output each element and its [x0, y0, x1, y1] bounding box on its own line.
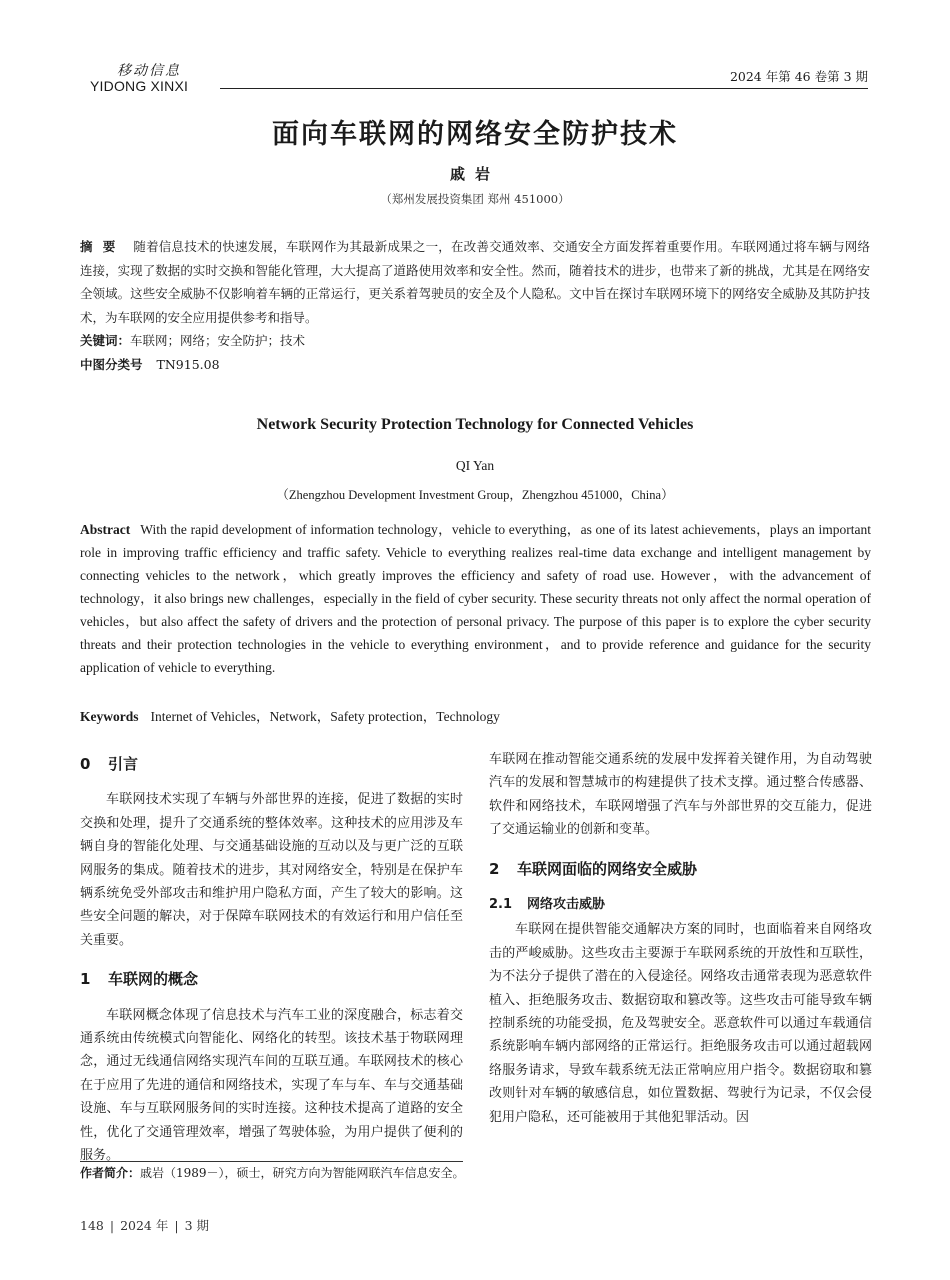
footnote-text: 戚岩（1989－），硕士，研究方向为智能网联汽车信息安全。: [140, 1166, 465, 1180]
section-title: 车联网的概念: [108, 970, 199, 989]
issue-info: 2024 年第 46 卷第 3 期: [729, 69, 868, 84]
author-footnote: [80, 1164, 465, 1181]
page-footer: 148 | 2024 年 | 3 期: [80, 1218, 210, 1233]
paragraph: 车联网在推动智能交通系统的发展中发挥着关键作用，为自动驾驶汽车的发展和智慧城市的构建提供了技术支撑。通过整合传感器、软件和网络技术，车联网增强了汽车与外部世界的交互能力，促进了交通运输业的创新和变革。: [489, 752, 872, 838]
footnote-rule: [80, 1161, 463, 1162]
body-left-column: [80, 748, 463, 1168]
abstract-en-text: With the rapid development of information technology，vehicle to everything，as one of its latest achievements，plays an important role in improving traffic efficiency and traffic safety. Vehicle to everything realizes real-time data exchange and intelligent management by connecting vehicles to the network，which greatly improves the efficiency and safety of road use. However，with the advancement of technology，it also brings new challenges，especially in the field of cyber security. These security threats not only affect the normal operation of vehicles，but also affect the safety of drivers and the protection of personal privacy. The purpose of this paper is to explore the cyber security threats and their protection technologies in the vehicle to everything environment，and to provide reference and guidance for the security application of vehicle to everything.: [80, 522, 871, 675]
subsection-heading-attacks: [489, 893, 872, 916]
subsection-title: 网络攻击威胁: [527, 897, 606, 913]
keywords-en-label: Keywords: [80, 709, 139, 724]
keywords-en: [80, 705, 500, 725]
paragraph: 车联网技术实现了车辆与外部世界的连接，促进了数据的实时交换和处理，提升了交通系统的整体效率。这种技术的应用涉及车辆自身的智能化处理、与交通基础设施的互动以及与更广泛的互联网服务的集成。随着技术的进步，其对网络安全，特别是在保护车辆系统免受外部攻击和维护用户隐私方面，产生了较大的影响。这些安全问题的解决，对于保障车联网技术的有效运行和用户信任至关重要。: [80, 792, 463, 948]
author-cn: 戚岩: [449, 165, 500, 183]
body-right-column: [489, 748, 872, 1129]
section-number: 2: [489, 859, 500, 878]
author-en: QI Yan: [455, 458, 495, 473]
abstract-en: [80, 518, 871, 679]
section-heading-intro: [80, 753, 463, 776]
paper-title-cn: 面向车联网的网络安全防护技术: [272, 119, 678, 150]
paper-title-en: Network Security Protection Technology for Connected Vehicles: [256, 416, 694, 433]
clc-number: [80, 355, 220, 373]
paragraph: 车联网在提供智能交通解决方案的同时，也面临着来自网络攻击的严峻威胁。这些攻击主要源于车联网系统的开放性和互联性，为不法分子提供了潜在的入侵途径。网络攻击通常表现为恶意软件植入、拒绝服务攻击、数据窃取和篡改等。这些攻击可能导致车辆控制系统的功能受损，危及驾驶安全。恶意软件可以通过车载通信系统影响车辆内部网络的正常运行。拒绝服务攻击可以通过超载网络服务请求，导致车载系统无法正常响应用户指令。数据窃取和篡改则针对车辆的敏感信息，如位置数据、驾驶行为记录，不仅会侵犯用户隐私，还可能被用于其他犯罪活动。因: [489, 922, 872, 1125]
footnote-label: 作者简介：: [80, 1166, 141, 1180]
affiliation-cn: （郑州发展投资集团 郑州 451000）: [380, 192, 570, 206]
section-number: 1: [80, 970, 91, 989]
clc-label: 中图分类号: [80, 357, 143, 372]
section-heading-concept: [80, 968, 463, 991]
keywords-cn-label: 关键词：: [80, 333, 131, 348]
page-number: 148: [80, 1218, 104, 1233]
section-title: 车联网面临的网络安全威胁: [517, 859, 698, 878]
abstract-cn-text: 随着信息技术的快速发展，车联网作为其最新成果之一，在改善交通效率、交通安全方面发挥着重要作用。车联网通过将车辆与网络连接，实现了数据的实时交换和智能化管理，大大提高了道路使用效率和安全性。然而，随着技术的进步，也带来了新的挑战，尤其是在网络安全领域。这些安全威胁不仅影响着车辆的正常运行，更关系着驾驶员的安全及个人隐私。文中旨在探讨车联网环境下的网络安全威胁及其防护技术，为车联网的安全应用提供参考和指导。: [80, 239, 870, 325]
affiliation-en: （Zhengzhou Development Investment Group，Zhengzhou 451000，China）: [276, 488, 674, 502]
subsection-number: 2.1: [489, 897, 513, 913]
journal-name: 移动信息: [117, 63, 181, 79]
journal-pinyin: YIDONG XINXI: [90, 78, 189, 94]
footer-issue: 3 期: [184, 1218, 210, 1233]
clc-value: TN915.08: [156, 357, 220, 372]
section-title: 引言: [108, 755, 139, 773]
paragraph: 车联网概念体现了信息技术与汽车工业的深度融合，标志着交通系统由传统模式向智能化、网络化的转型。该技术基于物联网理念，通过无线通信网络实现汽车间的互联互通。车联网技术的核心在于应用了先进的通信和网络技术，实现了车与车、车与交通基础设施、车与互联网服务间的实时连接。这种技术提高了道路的安全性，优化了交通管理效率，增强了驾驶体验，为用户提供了便利的服务。: [80, 1007, 463, 1164]
keywords-cn: [80, 331, 305, 349]
abstract-cn: [80, 235, 870, 329]
section-heading-threats: [489, 858, 872, 881]
section-number: 0: [80, 755, 91, 773]
header-rule: [220, 88, 868, 89]
abstract-en-label: Abstract: [80, 522, 131, 537]
keywords-en-text: Internet of Vehicles，Network，Safety protection，Technology: [150, 709, 500, 724]
abstract-cn-label: 摘要: [80, 239, 126, 254]
keywords-cn-text: 车联网；网络；安全防护；技术: [130, 333, 306, 348]
footer-year: 2024 年: [120, 1218, 169, 1233]
